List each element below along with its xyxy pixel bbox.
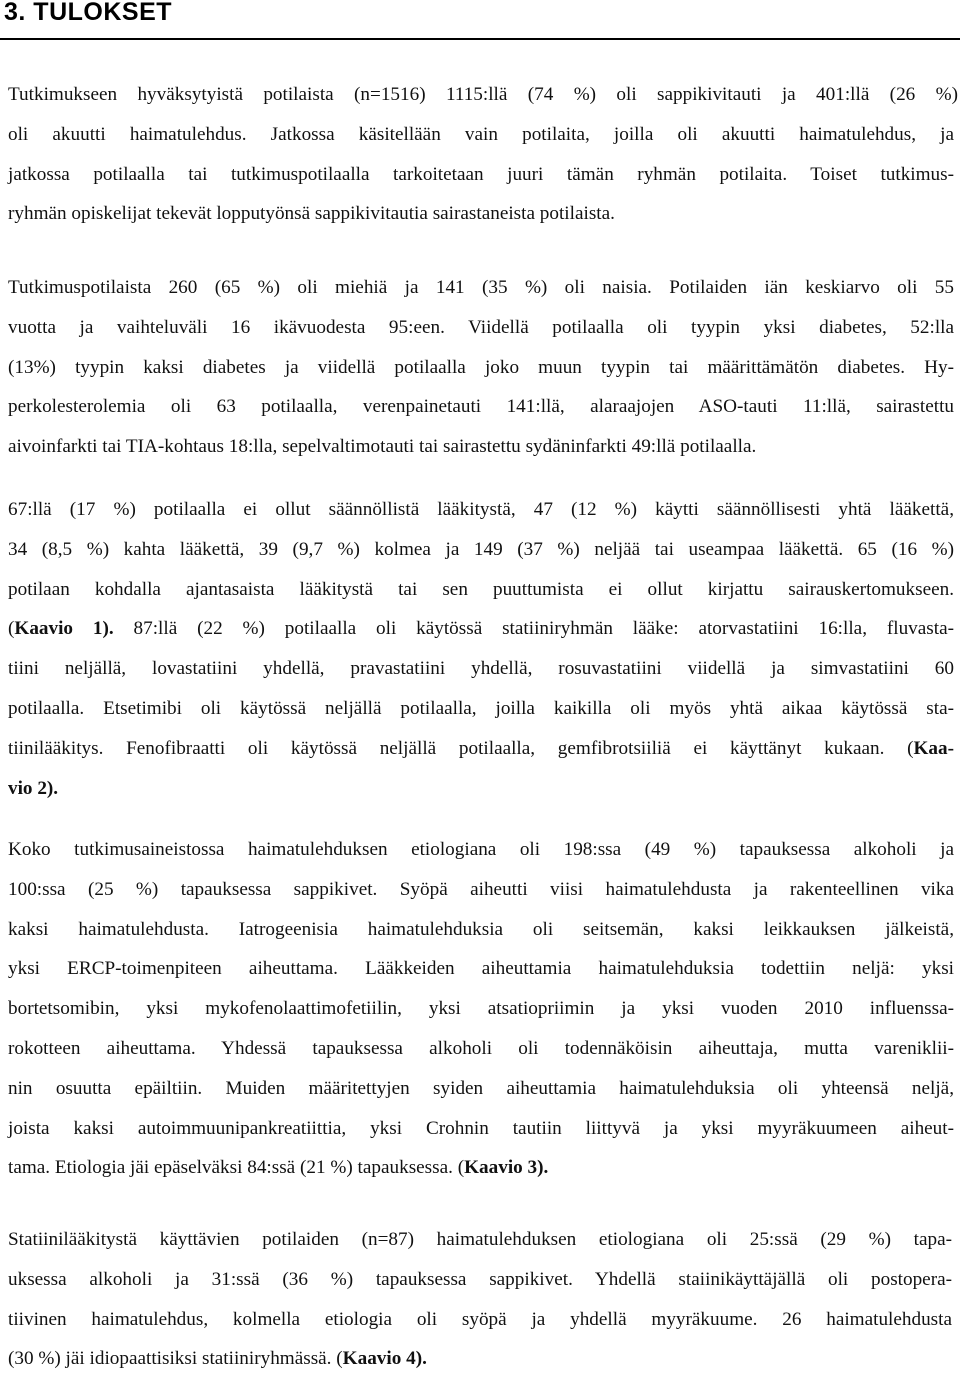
paragraph-patient-characteristics: [8, 268, 954, 467]
text-line: [8, 609, 954, 649]
text-line: ryhmän opiskelijat tekevät lopputyönsä sappikivitautia sairastaneista potilaista.: [8, 203, 615, 225]
text-fragment: tiinilääkitys. Fenofibraatti oli käytössä neljällä potilaalla, gemfibrotsiiliä ei käyttänyt kukaan. (: [8, 737, 914, 759]
text-line: 67:llä (17 %) potilaalla ei ollut säännöllistä lääkitystä, 47 (12 %) käytti säännöllisesti yhtä lääkettä,: [8, 499, 954, 520]
section-heading: 3. TULOKSET: [4, 0, 173, 26]
text-line: jatkossa potilaalla tai tutkimuspotilaalla tarkoitetaan juuri tämän ryhmän potilaita. Toiset tutkimus-: [8, 163, 954, 185]
text-line: potilaalla. Etsetimibi oli käytössä neljällä potilaalla, joilla kaikilla oli myös yhtä aikaa käytössä sta-: [8, 697, 954, 719]
text-line: perkolesterolemia oli 63 potilaalla, verenpainetauti 141:llä, alaraajojen ASO-tauti 11:llä, sairastettu: [8, 396, 954, 418]
text-line: oli akuutti haimatulehdus. Jatkossa käsitellään vain potilaita, joilla oli akuutti haimatulehdus, ja: [8, 123, 954, 145]
text-line: Tutkimuspotilaista 260 (65 %) oli miehiä ja 141 (35 %) oli naisia. Potilaiden iän keskiarvo oli 55: [8, 277, 954, 298]
text-line: Tutkimukseen hyväksytyistä potilaista (n=1516) 1115:llä (74 %) oli sappikivitauti ja 401:llä (26 %): [8, 84, 958, 105]
text-line: potilaan kohdalla ajantasaista lääkitystä tai sen puuttumista ei ollut kirjattu sairauskertomukseen.: [8, 578, 954, 600]
heading-underline: [0, 38, 960, 40]
text-line: aivoinfarkti tai TIA-kohtaus 18:lla, sepelvaltimotauti tai sairastettu sydäninfarkti 49:llä potilaalla.: [8, 436, 757, 458]
text-fragment: 87:llä (22 %) potilaalla oli käytössä statiiniryhmän lääke: atorvastatiini 16:lla, fluvasta-: [113, 618, 954, 640]
chart-reference-kaavio-2-start: Kaa-: [913, 737, 954, 759]
paragraph-study-population: [8, 75, 958, 234]
text-line: yksi ERCP-toimenpiteen aiheuttama. Lääkkeiden aiheuttamia haimatulehduksia todettiin neljä: yksi: [8, 958, 954, 980]
chart-reference-kaavio-4: Kaavio 4).: [342, 1348, 427, 1370]
text-line: kaksi haimatulehdusta. Iatrogeenisia haimatulehduksia oli seitsemän, kaksi leikkauksen jälkeistä,: [8, 918, 954, 940]
text-line: 100:ssa (25 %) tapauksessa sappikivet. Syöpä aiheutti viisi haimatulehdusta ja rakenteellinen vika: [8, 878, 954, 900]
text-line: vuotta ja vaihteluväli 16 ikävuodesta 95:een. Viidellä potilaalla oli tyypin yksi diabetes, 52:lla: [8, 316, 954, 338]
text-line: tiivinen haimatulehdus, kolmella etiologia oli syöpä ja yhdellä myyräkuume. 26 haimatulehdusta: [8, 1308, 952, 1330]
text-line: [8, 769, 954, 809]
text-fragment: (: [8, 618, 15, 640]
text-line: Statiinilääkitystä käyttävien potilaiden (n=87) haimatulehduksen etiologiana oli 25:ssä (29 %) tapa-: [8, 1229, 952, 1250]
paragraph-statin-users: [8, 1220, 952, 1379]
text-line: [8, 1339, 952, 1379]
chart-reference-kaavio-2-end: vio 2).: [8, 777, 59, 799]
text-line: 34 (8,5 %) kahta lääkettä, 39 (9,7 %) kolmea ja 149 (37 %) neljää tai useampaa lääkettä. 65 (16 %): [8, 538, 954, 560]
text-line: rokotteen aiheuttama. Yhdessä tapauksessa alkoholi oli todennäköisin aiheuttaja, mutta vareniklii-: [8, 1037, 954, 1059]
chart-reference-kaavio-1: Kaavio 1).: [14, 618, 114, 640]
text-line: uksessa alkoholi ja 31:ssä (36 %) tapauksessa sappikivet. Yhdellä staiinikäyttäjällä oli postopera-: [8, 1268, 952, 1290]
text-line: tiini neljällä, lovastatiini yhdellä, pravastatiini yhdellä, rosuvastatiini viidellä ja simvastatiini 60: [8, 658, 954, 680]
text-line: (13%) tyypin kaksi diabetes ja viidellä potilaalla joko muun tyypin tai määrittämätön diabetes. Hy-: [8, 356, 954, 378]
text-fragment: (30 %) jäi idiopaattisiksi statiiniryhmässä. (: [8, 1348, 343, 1370]
text-line: Koko tutkimusaineistossa haimatulehduksen etiologiana oli 198:ssa (49 %) tapauksessa alkoholi ja: [8, 839, 954, 860]
chart-reference-kaavio-3: Kaavio 3).: [464, 1157, 549, 1179]
paragraph-etiology: [8, 830, 954, 1188]
paragraph-medication: [8, 490, 954, 808]
text-line: joista kaksi autoimmuunipankreatiittia, yksi Crohnin tautiin liittyvä ja yksi myyräkuumeen aiheut-: [8, 1117, 954, 1139]
text-fragment: tama. Etiologia jäi epäselväksi 84:ssä (21 %) tapauksessa. (: [8, 1157, 465, 1179]
text-line: [8, 1148, 954, 1188]
text-line: [8, 729, 954, 769]
text-line: nin osuutta epäiltiin. Muiden määritettyjen syiden aiheuttamia haimatulehduksia oli yhteensä neljä,: [8, 1077, 954, 1099]
text-line: bortetsomibin, yksi mykofenolaattimofetiilin, yksi atsatiopriimin ja yksi vuoden 2010 influenssa-: [8, 998, 954, 1020]
